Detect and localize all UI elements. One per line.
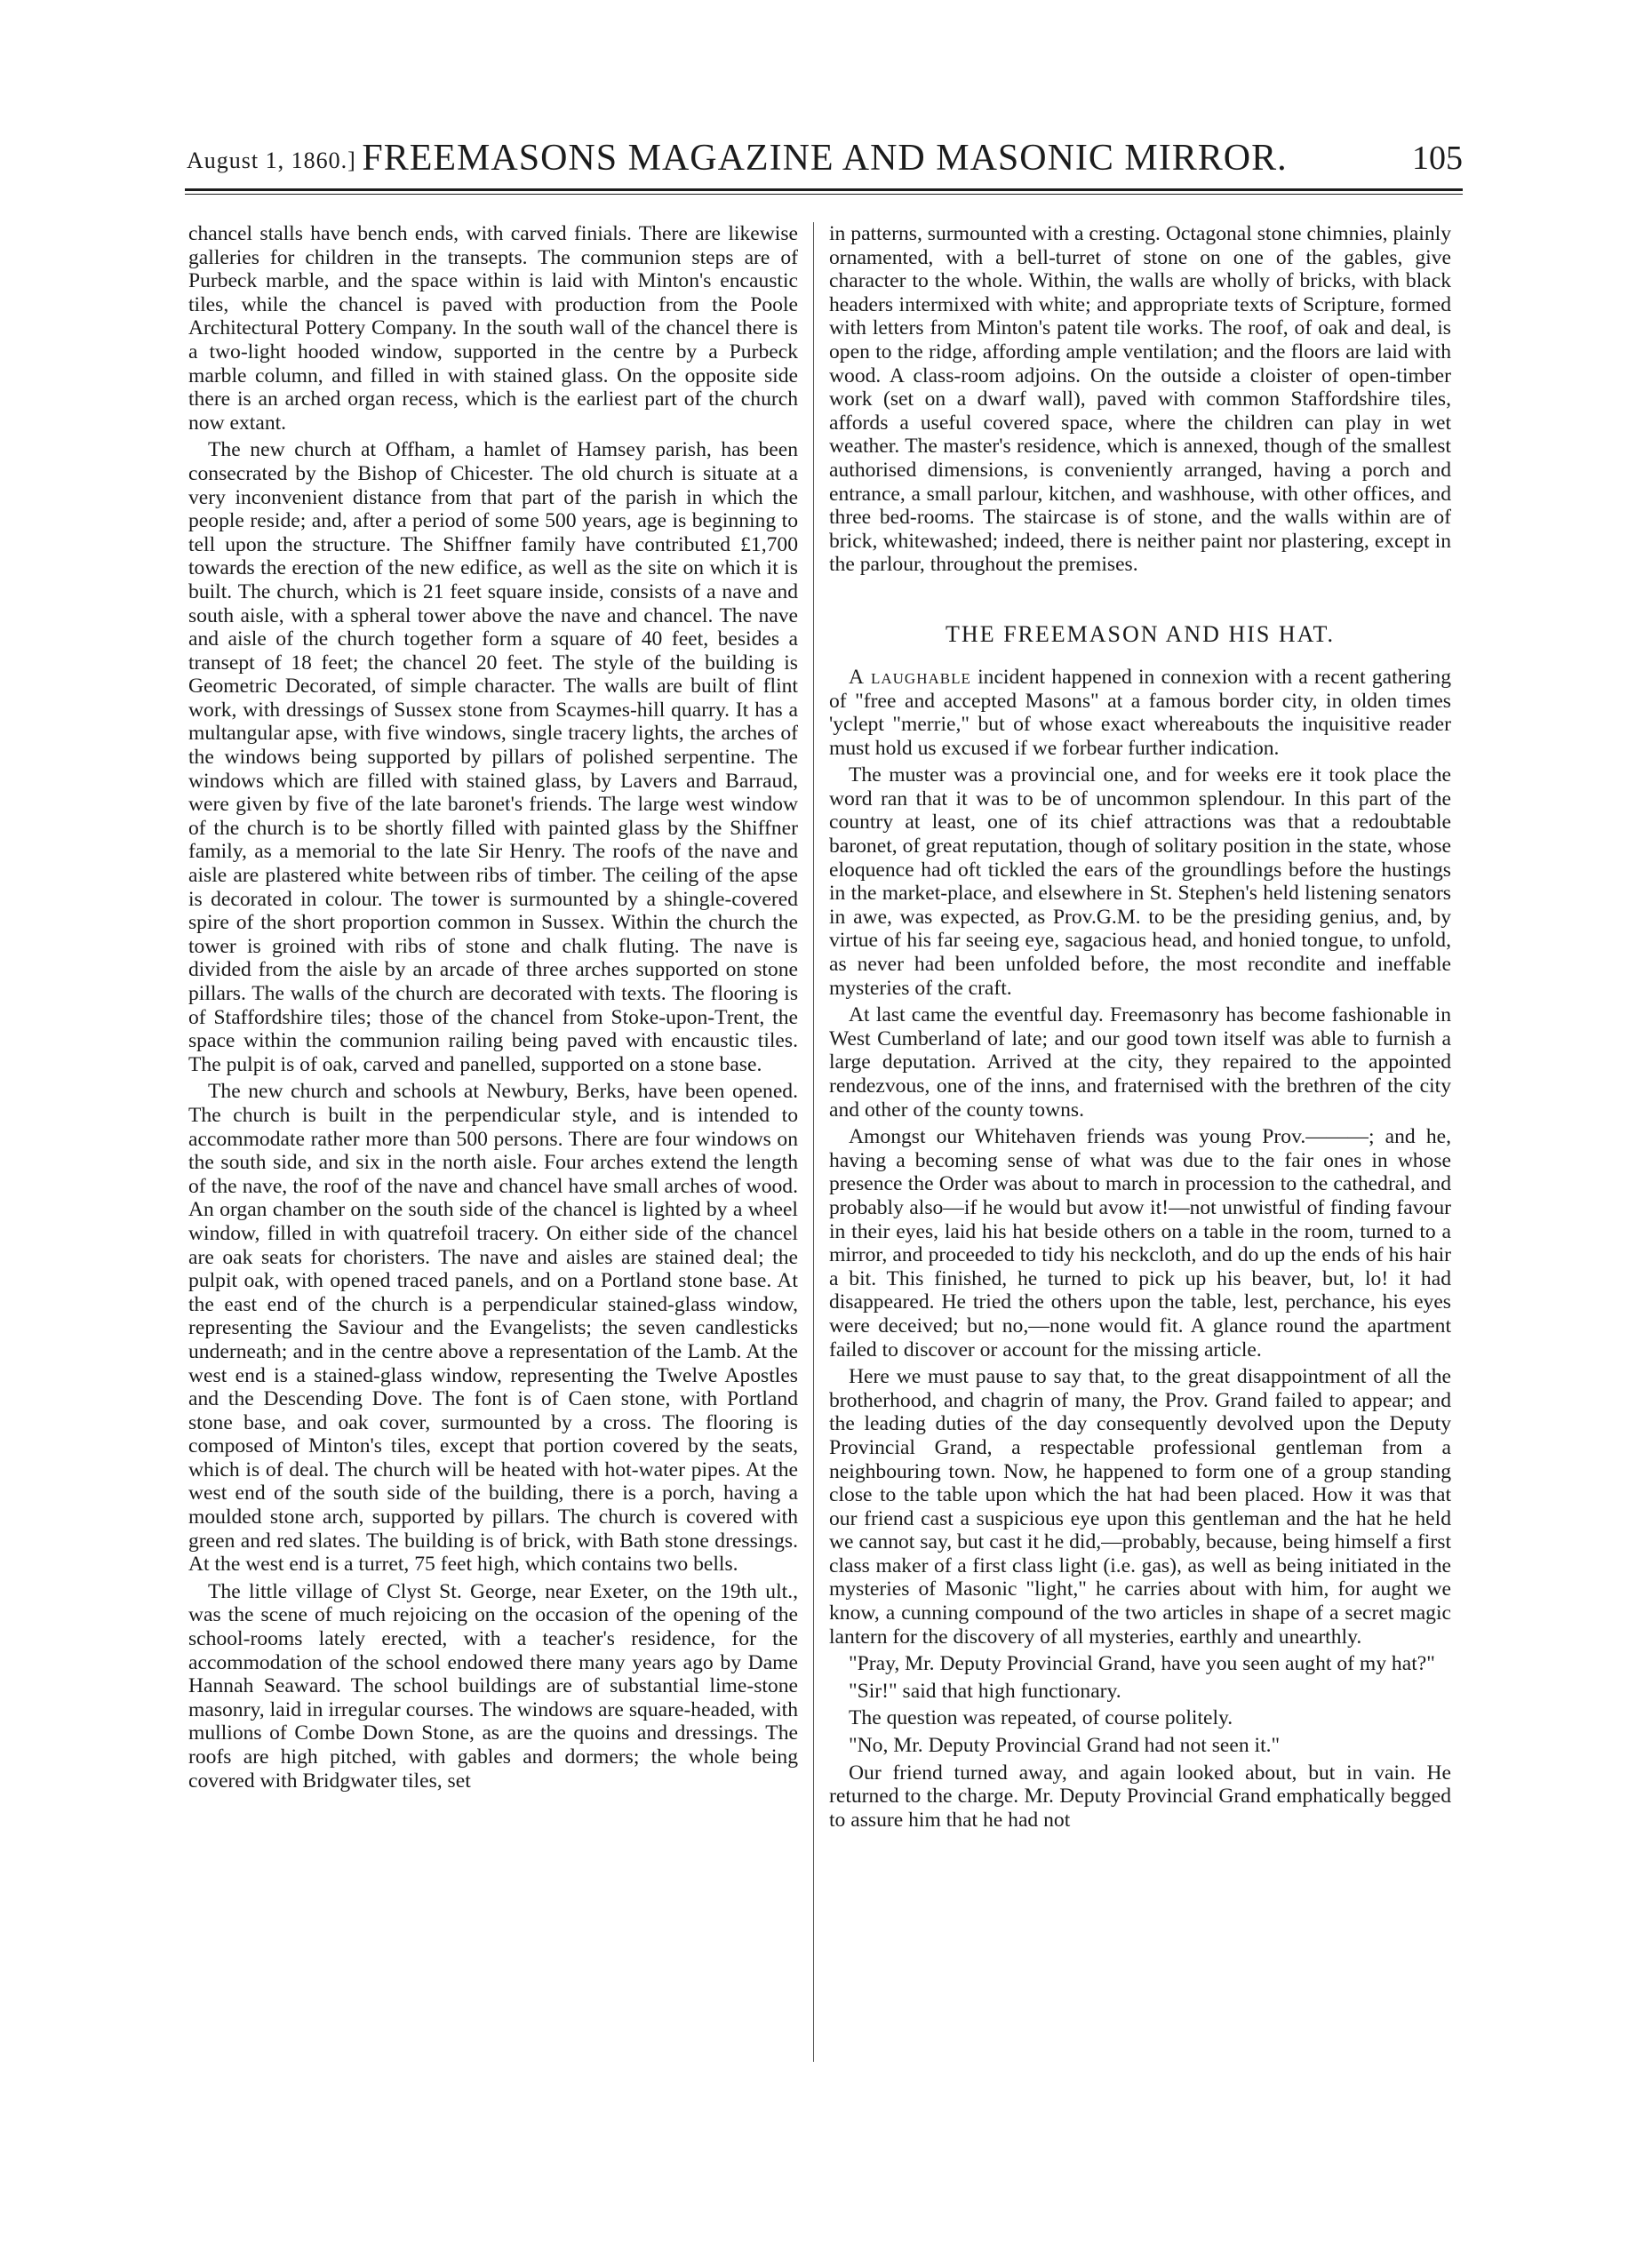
- article-paragraph: Our friend turned away, and again looked about, but in vain. He returned to the charge. Mr. Deputy Provincial Grand emphatically begged to assure him that he had not: [829, 1761, 1451, 1832]
- article-paragraph: Here we must pause to say that, to the great disappointment of all the brotherhood, and chagrin of many, the Prov. Grand failed to appear; and the leading duties of the day consequently devolved upon the Deputy Provincial Grand, a respectable professional gentleman from a neighbouring town. Now, he happened to form one of a group standing close to the table upon which the hat had been placed. How it was that our friend cast a suspicious eye upon this gentleman and the hat he held we cannot say, but cast it he did,—probably, because, being himself a first class maker of a first class light (i.e. gas), as well as being initiated in the mysteries of Masonic "light," he carries about with him, for aught we know, a cunning compound of the two articles in shape of a secret magic lantern for the discovery of all mysteries, earthly and unearthly.: [829, 1365, 1451, 1649]
- paragraph-chancel: chancel stalls have bench ends, with carved finials. There are likewise galleries for children in the transepts. The communion steps are of Purbeck marble, and the space within is laid with Minton's encaustic tiles, while the chancel is paved with production from the Poole Architectural Pottery Company. In the south wall of the chancel there is a two-light hooded window, supported in the centre by a Purbeck marble column, and filled in with stained glass. On the opposite side there is an arched organ recess, which is the earliest part of the church now extant.: [188, 222, 798, 435]
- lead-word: A laughable: [849, 665, 971, 689]
- paragraph-clyst: The little village of Clyst St. George, near Exeter, on the 19th ult., was the scene of much rejoicing on the occasion of the opening of the school-rooms lately erected, with a teacher's residence, for the accommodation of the school endowed there many years ago by Dame Hannah Seaward. The school buildings are of substantial lime-stone masonry, laid in irregular courses. The windows are square-headed, with mullions of Combe Down Stone, as are the quoins and dressings. The roofs are high pitched, with gables and dormers; the whole being covered with Bridgwater tiles, set: [188, 1579, 798, 1793]
- article-title: THE FREEMASON AND HIS HAT.: [946, 620, 1335, 647]
- page-number: 105: [1412, 140, 1463, 177]
- right-column: [829, 222, 1451, 2080]
- left-column: [188, 222, 798, 2080]
- article-paragraph: Amongst our Whitehaven friends was young Prov.———; and he, having a becoming sense of what was due to the fair ones in whose presence the Order was about to march in procession to the cathedral, and probably also—if he would but avow it!—not unwistful of finding favour in their eyes, laid his hat beside others on a table in the room, turned to a mirror, and proceeded to tidy his neckcloth, and do up the ends of his hair a bit. This finished, he turned to pick up his beaver, but, lo! it had disappeared. He tried the others upon the table, lest, perchance, his eyes were deceived; but no,—none would fit. A glance round the apartment failed to discover or account for the missing article.: [829, 1125, 1451, 1362]
- page-header: [187, 130, 1463, 178]
- header-rule-thick: [185, 188, 1463, 191]
- dialogue-line: "No, Mr. Deputy Provincial Grand had not seen it.": [849, 1734, 1281, 1758]
- dialogue-line: "Pray, Mr. Deputy Provincial Grand, have you seen aught of my hat?": [849, 1652, 1435, 1676]
- article-paragraph: The muster was a provincial one, and for weeks ere it took place the word ran that it was to be of uncommon splendour. In this part of the country at least, one of its chief attractions was that a redoubtable baronet, of great reputation, though of solitary position in the state, whose eloquence had oft tickled the ears of the groundlings before the hustings in the market-place, and elsewhere in St. Stephen's held listening senators in awe, was expected, as Prov.G.M. to be the presiding genius, and, by virtue of his far seeing eye, sagacious head, and honied tongue, to unfold, as never had been unfolded before, the most recondite and ineffable mysteries of the craft.: [829, 763, 1451, 1000]
- dialogue-line: "Sir!" said that high functionary.: [849, 1679, 1121, 1703]
- column-divider: [813, 222, 814, 2062]
- paragraph-offham: The new church at Offham, a hamlet of Hamsey parish, has been consecrated by the Bishop of Chicester. The old church is situate at a very inconvenient distance from that part of the parish in which the people reside; and, after a period of some 500 years, age is beginning to tell upon the structure. The Shiffner family have contributed £1,700 towards the erection of the new edifice, as well as the site on which it is built. The church, which is 21 feet square inside, consists of a nave and south aisle, with a spheral tower above the nave and chancel. The nave and aisle of the church together form a square of 40 feet, besides a transept of 18 feet; the chancel 20 feet. The style of the building is Geometric Decorated, of simple character. The walls are built of flint work, with dressings of Sussex stone from Scaymes-hill quarry. It has a multangular apse, with five windows, single tracery lights, the arches of the windows being supported by pillars of polished serpentine. The windows which are filled with stained glass, by Lavers and Barraud, were given by five of the late baronet's friends. The large west window of the church is to be shortly filled with painted glass by the Shiffner family, as a memorial to the late Sir Henry. The roofs of the nave and aisle are plastered white between ribs of timber. The ceiling of the apse is decorated in colour. The tower is surmounted by a shingle-covered spire of the short proportion common in Sussex. Within the church the tower is groined with ribs of stone and chalk fluting. The nave is divided from the aisle by an arcade of three arches supported on stone pillars. The walls of the church are decorated with texts. The flooring is of Staffordshire tiles; those of the chancel from Stoke-upon-Trent, the space within the communion railing being paved with encaustic tiles. The pulpit is of oak, carved and panelled, supported on a stone base.: [188, 438, 798, 1076]
- dialogue-line: The question was repeated, of course politely.: [849, 1706, 1233, 1730]
- article-paragraph: At last came the eventful day. Freemasonry has become fashionable in West Cumberland of late; and our good town itself was able to furnish a large deputation. Arrived at the city, they repaired to the appointed rendezvous, one of the inns, and fraternised with the brethren of the city and other of the county towns.: [829, 1003, 1451, 1122]
- masthead-title: FREEMASONS MAGAZINE AND MASONIC MIRROR.: [362, 138, 1288, 179]
- paragraph-schools-continued: in patterns, surmounted with a cresting. Octagonal stone chimnies, plainly ornamented, with a bell-turret of stone on one of the gables, give character to the whole. Within, the walls are wholly of bricks, with black headers intermixed with white; and appropriate texts of Scripture, formed with letters from Minton's patent tile works. The roof, of oak and deal, is open to the ridge, affording ample ventilation; and the floors are laid with wood. A class-room adjoins. On the outside a cloister of open-timber work (set on a dwarf wall), paved with common Staffordshire tiles, affords a useful covered space, where the children can play in wet weather. The master's residence, which is annexed, though of the smallest authorised dimensions, is conveniently arranged, having a porch and entrance, a small parlour, kitchen, and washhouse, with other offices, and three bed-rooms. The staircase is of stone, and the walls within are of brick, whitewashed; indeed, there is neither paint nor plastering, except in the parlour, throughout the premises.: [829, 222, 1451, 577]
- header-rule-thin: [185, 194, 1463, 195]
- issue-date: August 1, 1860.]: [187, 148, 356, 173]
- lead-text: incident happened in connexion with a recent gathering of "free and accepted Masons" at a famous border city, in olden times 'yclept "merrie," but of whose exact whereabouts the inquisitive reader must hold us excused if we forbear further indication.: [829, 665, 1451, 760]
- paragraph-newbury: The new church and schools at Newbury, Berks, have been opened. The church is built in the perpendicular style, and is intended to accommodate rather more than 500 persons. There are four windows on the south side, and six in the north aisle. Four arches extend the length of the nave, the roof of the nave and chancel have small arches of wood. An organ chamber on the south side of the chancel is lighted by a wheel window, filled in with quatrefoil tracery. On either side of the chancel are oak seats for choristers. The nave and aisles are stained deal; the pulpit oak, with opened traced panels, and on a Portland stone base. At the east end of the church is a perpendicular stained-glass window, representing the Saviour and the Evangelists; the seven candlesticks underneath; and in the centre above a representation of the Lamb. At the west end is a stained-glass window, representing the Twelve Apostles and the Descending Dove. The font is of Caen stone, with Portland stone base, and oak cover, surmounted by a cross. The flooring is composed of Minton's tiles, except that portion covered by the seats, which is of deal. The church will be heated with hot-water pipes. At the west end of the south side of the building, there is a porch, having a moulded stone arch, supported by pillars. The church is covered with green and red slates. The building is of brick, with Bath stone dressings. At the west end is a turret, 75 feet high, which contains two bells.: [188, 1080, 798, 1577]
- article-lead-paragraph: [829, 666, 1451, 760]
